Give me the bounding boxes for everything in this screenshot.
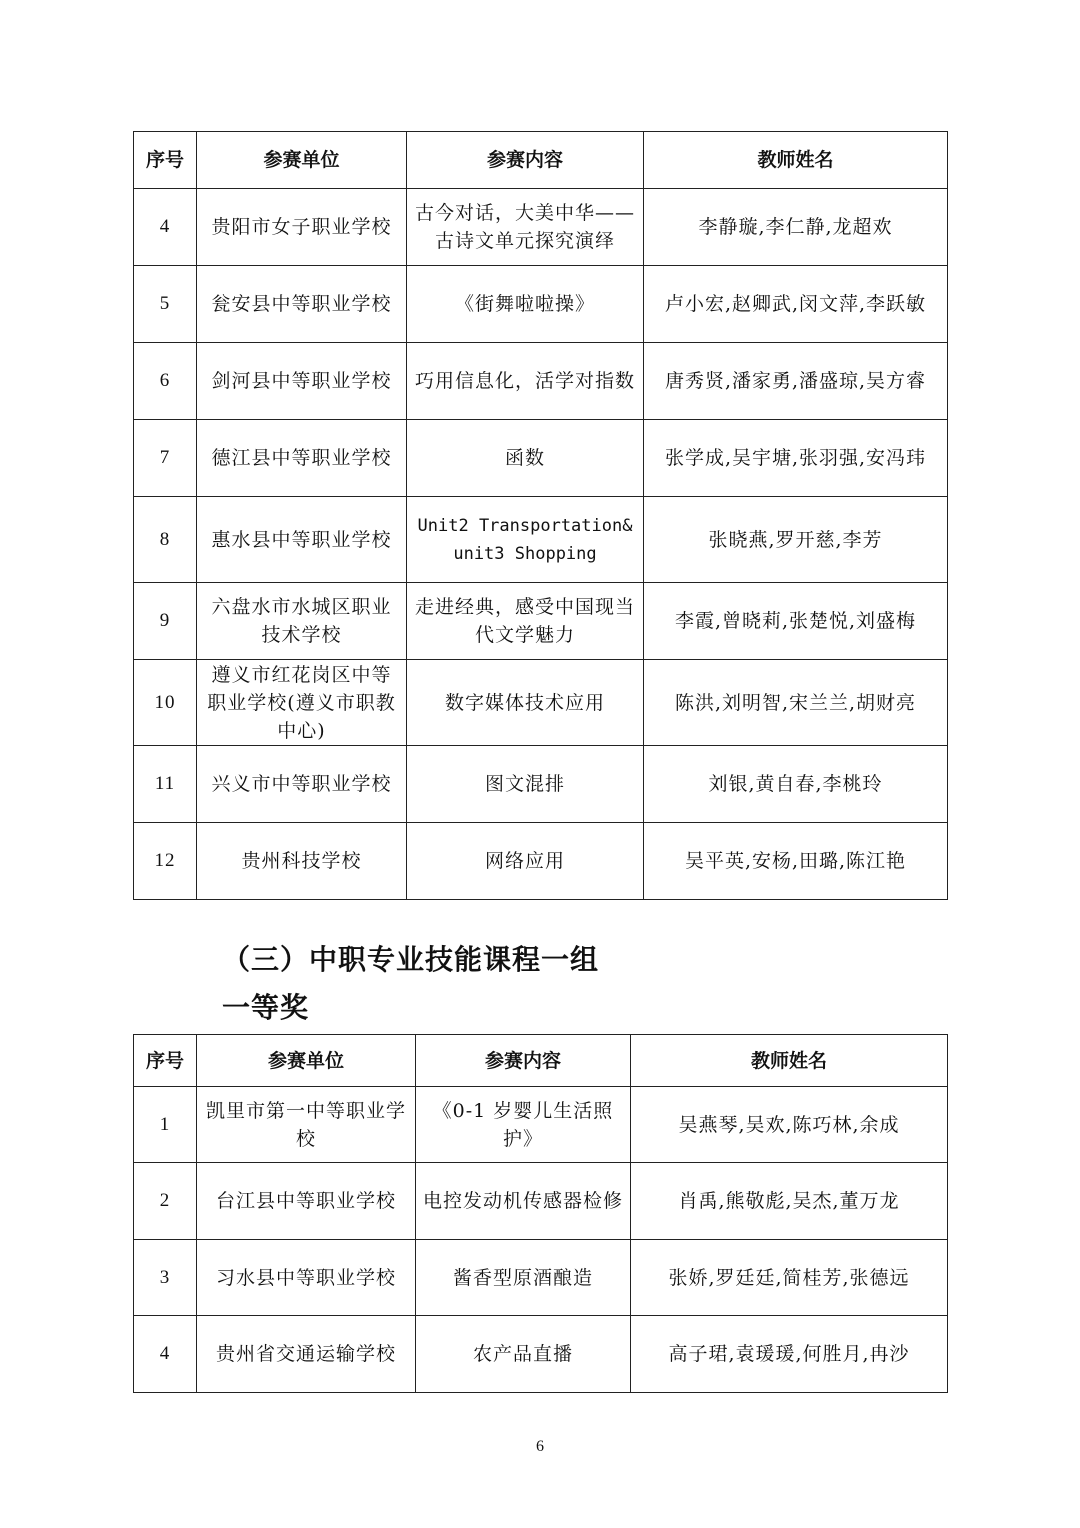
row-unit: 贵阳市女子职业学校 bbox=[197, 189, 407, 266]
row-unit: 贵州省交通运输学校 bbox=[197, 1316, 416, 1393]
row-content: 《街舞啦啦操》 bbox=[407, 266, 644, 343]
row-index: 2 bbox=[134, 1163, 197, 1240]
table-row bbox=[134, 1163, 948, 1240]
header-teachers: 教师姓名 bbox=[631, 1035, 948, 1087]
award-table-1 bbox=[133, 131, 948, 900]
row-unit: 贵州科技学校 bbox=[197, 823, 407, 900]
header-content: 参赛内容 bbox=[407, 132, 644, 189]
row-unit: 德江县中等职业学校 bbox=[197, 420, 407, 497]
row-unit: 惠水县中等职业学校 bbox=[197, 497, 407, 583]
row-unit: 习水县中等职业学校 bbox=[197, 1240, 416, 1316]
row-index: 1 bbox=[134, 1087, 197, 1163]
row-content: 酱香型原酒酿造 bbox=[416, 1240, 631, 1316]
table-row bbox=[134, 1240, 948, 1316]
table-row bbox=[134, 189, 948, 266]
table-row bbox=[134, 660, 948, 746]
table-row bbox=[134, 266, 948, 343]
section-title: （三）中职专业技能课程一组 bbox=[222, 943, 600, 976]
award-table-2 bbox=[133, 1034, 948, 1393]
row-unit: 六盘水市水城区职业技术学校 bbox=[197, 583, 407, 660]
row-index: 4 bbox=[134, 189, 197, 266]
row-content: 巧用信息化，活学对指数 bbox=[407, 343, 644, 420]
row-content: 电控发动机传感器检修 bbox=[416, 1163, 631, 1240]
header-index: 序号 bbox=[134, 1035, 197, 1087]
row-index: 5 bbox=[134, 266, 197, 343]
table-header-row bbox=[134, 132, 948, 189]
row-unit: 遵义市红花岗区中等职业学校(遵义市职教中心) bbox=[197, 660, 407, 746]
row-teachers: 唐秀贤,潘家勇,潘盛琼,吴方睿 bbox=[644, 343, 948, 420]
row-teachers: 张晓燕,罗开慈,李芳 bbox=[644, 497, 948, 583]
row-index: 4 bbox=[134, 1316, 197, 1393]
row-teachers: 陈洪,刘明智,宋兰兰,胡财亮 bbox=[644, 660, 948, 746]
row-content: 《0-1 岁婴儿生活照护》 bbox=[416, 1087, 631, 1163]
row-index: 6 bbox=[134, 343, 197, 420]
row-index: 11 bbox=[134, 746, 197, 823]
table-row bbox=[134, 583, 948, 660]
row-index: 3 bbox=[134, 1240, 197, 1316]
row-teachers: 肖禹,熊敬彪,吴杰,董万龙 bbox=[631, 1163, 948, 1240]
award-level-heading: 一等奖 bbox=[222, 991, 310, 1024]
row-content: 走进经典，感受中国现当代文学魅力 bbox=[407, 583, 644, 660]
row-index: 8 bbox=[134, 497, 197, 583]
page-number: 6 bbox=[536, 1438, 544, 1455]
row-unit: 剑河县中等职业学校 bbox=[197, 343, 407, 420]
row-index: 9 bbox=[134, 583, 197, 660]
row-teachers: 吴平英,安杨,田璐,陈江艳 bbox=[644, 823, 948, 900]
row-content: Unit2 Transportation&unit3 Shopping bbox=[407, 497, 644, 583]
header-unit: 参赛单位 bbox=[197, 1035, 416, 1087]
row-content: 图文混排 bbox=[407, 746, 644, 823]
table-row bbox=[134, 746, 948, 823]
row-teachers: 吴燕琴,吴欢,陈巧林,余成 bbox=[631, 1087, 948, 1163]
row-content: 数字媒体技术应用 bbox=[407, 660, 644, 746]
header-content: 参赛内容 bbox=[416, 1035, 631, 1087]
table-row bbox=[134, 343, 948, 420]
row-teachers: 张娇,罗廷廷,简桂芳,张德远 bbox=[631, 1240, 948, 1316]
header-unit: 参赛单位 bbox=[197, 132, 407, 189]
row-index: 12 bbox=[134, 823, 197, 900]
table-row bbox=[134, 823, 948, 900]
row-teachers: 刘银,黄自春,李桃玲 bbox=[644, 746, 948, 823]
row-index: 7 bbox=[134, 420, 197, 497]
row-teachers: 高子珺,袁瑗瑗,何胜月,冉沙 bbox=[631, 1316, 948, 1393]
row-content: 函数 bbox=[407, 420, 644, 497]
row-unit: 台江县中等职业学校 bbox=[197, 1163, 416, 1240]
header-teachers: 教师姓名 bbox=[644, 132, 948, 189]
row-unit: 兴义市中等职业学校 bbox=[197, 746, 407, 823]
row-content: 网络应用 bbox=[407, 823, 644, 900]
row-index: 10 bbox=[134, 660, 197, 746]
row-teachers: 卢小宏,赵卿武,闵文萍,李跃敏 bbox=[644, 266, 948, 343]
header-index: 序号 bbox=[134, 132, 197, 189]
row-content: 古今对话，大美中华——古诗文单元探究演绎 bbox=[407, 189, 644, 266]
row-content: 农产品直播 bbox=[416, 1316, 631, 1393]
row-teachers: 李霞,曾晓莉,张楚悦,刘盛梅 bbox=[644, 583, 948, 660]
row-unit: 凯里市第一中等职业学校 bbox=[197, 1087, 416, 1163]
row-teachers: 李静璇,李仁静,龙超欢 bbox=[644, 189, 948, 266]
table-row bbox=[134, 1316, 948, 1393]
row-unit: 瓮安县中等职业学校 bbox=[197, 266, 407, 343]
row-teachers: 张学成,吴宇塘,张羽强,安冯玮 bbox=[644, 420, 948, 497]
table-row bbox=[134, 497, 948, 583]
table-row bbox=[134, 420, 948, 497]
table-row bbox=[134, 1087, 948, 1163]
table-header-row bbox=[134, 1035, 948, 1087]
